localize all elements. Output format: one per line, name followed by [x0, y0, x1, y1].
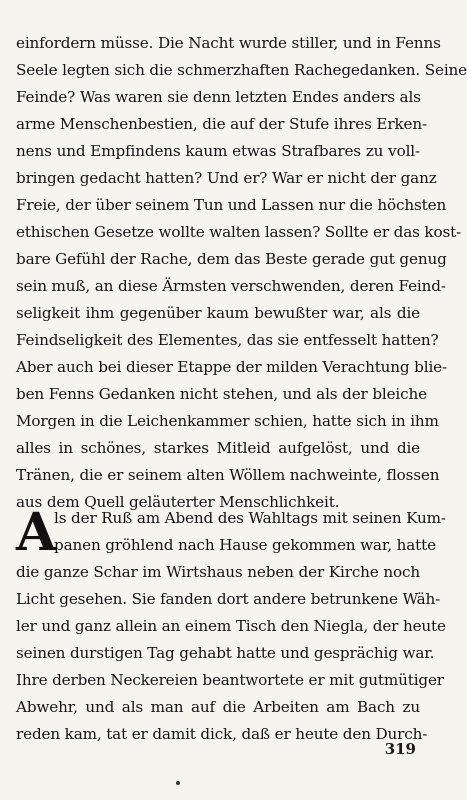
- text-line: reden kam, tat er damit dick, daß er heute den Durch-: [16, 725, 428, 743]
- text-line: ler und ganz allein an einem Tisch den Niegla, der heute: [16, 617, 446, 635]
- text-line: Abwehr, und als man auf die Arbeiten am Bach zu: [16, 698, 420, 716]
- text-line: aus dem Quell geläuterter Menschlichkeit.: [16, 493, 340, 511]
- text-line: panen gröhlend nach Hause gekommen war, hatte: [54, 536, 436, 554]
- text-line: alles in schönes, starkes Mitleid aufgelöst, und die: [16, 439, 420, 457]
- text-line: Freie, der über seinem Tun und Lassen nur die höchsten: [16, 196, 447, 214]
- paragraph-1: [16, 30, 467, 516]
- text-line: Seele legten sich die schmerzhaften Rachegedanken. Seine: [16, 61, 467, 79]
- text-line: Feindseligkeit des Elementes, das sie entfesselt hatten?: [16, 331, 439, 349]
- text-line: bare Gefühl der Rache, dem das Beste gerade gut genug: [16, 250, 447, 268]
- text-line: einfordern müsse. Die Nacht wurde stiller, und in Fenns: [16, 34, 441, 52]
- text-line: Tränen, die er seinem alten Wöllem nachweinte, flossen: [16, 466, 440, 484]
- text-line: sein muß, an diese Ärmsten verschwenden, deren Feind-: [16, 277, 446, 295]
- text-line: Aber auch bei dieser Etappe der milden Verachtung blie-: [16, 358, 447, 376]
- text-line: ben Fenns Gedanken nicht stehen, und als der bleiche: [16, 385, 427, 403]
- text-line: Ihre derben Neckereien beantwortete er mit gutmütiger: [16, 671, 444, 689]
- page-number: 319: [384, 740, 416, 758]
- printer-mark-dot: [176, 781, 180, 785]
- text-line: bringen gedacht hatten? Und er? War er nicht der ganz: [16, 169, 437, 187]
- text-line: arme Menschenbestien, die auf der Stufe ihres Erken-: [16, 115, 427, 133]
- text-line: seligkeit ihm gegenüber kaum bewußter war, als die: [16, 304, 420, 322]
- text-line: Feinde? Was waren sie denn letzten Endes anders als: [16, 88, 421, 106]
- text-line: nens und Empfindens kaum etwas Strafbares zu voll-: [16, 142, 420, 160]
- text-line: Morgen in die Leichenkammer schien, hatte sich in ihm: [16, 412, 439, 430]
- text-line: Licht gesehen. Sie fanden dort andere betrunkene Wäh-: [16, 590, 441, 608]
- text-line: die ganze Schar im Wirtshaus neben der Kirche noch: [16, 563, 420, 581]
- text-line: seinen durstigen Tag gehabt hatte und gesprächig war.: [16, 644, 435, 662]
- drop-cap-initial: A: [16, 502, 57, 563]
- text-line: ls der Ruß am Abend des Wahltags mit seinen Kum-: [54, 509, 446, 527]
- text-line: ethischen Gesetze wollte walten lassen? Sollte er das kost-: [16, 223, 462, 241]
